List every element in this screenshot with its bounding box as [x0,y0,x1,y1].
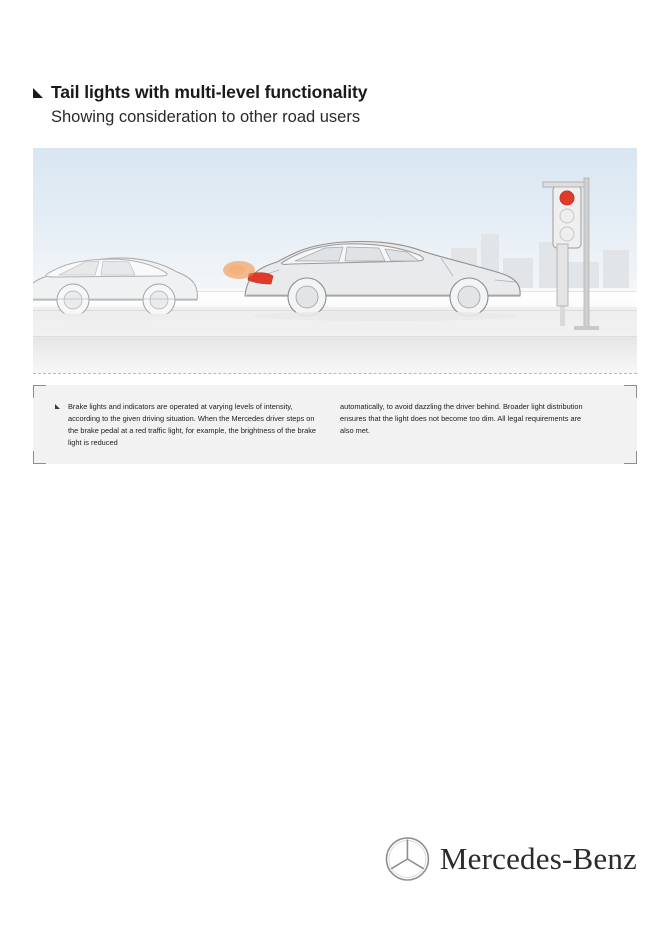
corner-bracket-top-left [33,385,46,398]
background-car [33,258,197,316]
corner-bracket-bottom-left [33,451,46,464]
triangle-marker-icon [33,88,43,98]
background-car-shadow [33,313,203,321]
traffic-light-base [574,326,599,330]
mercedes-star-icon [385,828,430,890]
page-subtitle: Showing consideration to other road users [51,108,361,127]
caption-columns [68,401,619,449]
traffic-light [543,182,587,326]
caption-box [33,385,637,464]
caption-triangle-marker-icon [55,404,60,409]
caption-content [55,401,619,449]
brand-wordmark: Mercedes-Benz [439,841,637,876]
title-row [33,83,633,102]
scene-drawing [33,148,637,373]
traffic-light-pole [584,178,589,328]
caption-column-2: automatically, to avoid dazzling the driver behind. Broader light distribution ensures that the light does not become too dim. All legal requirements are also met. [340,402,583,435]
foreground-car-shadow [253,311,517,321]
corner-bracket-bottom-right [624,451,637,464]
brand-logo [385,828,637,890]
illustration-bottom-divider [33,373,637,374]
foreground-car [245,241,520,316]
page-title: Tail lights with multi-level functionality [51,82,368,102]
document-heading [33,83,633,128]
illustration-panel [33,148,637,373]
corner-bracket-top-right [624,385,637,398]
caption-column-1: Brake lights and indicators are operated at varying levels of intensity, according to the given driving situation. When the Mercedes driver steps on the brake pedal at a red traffic light, for example, the brightness of the brake light is reduced [68,402,317,447]
light-flare-icon [223,261,255,279]
